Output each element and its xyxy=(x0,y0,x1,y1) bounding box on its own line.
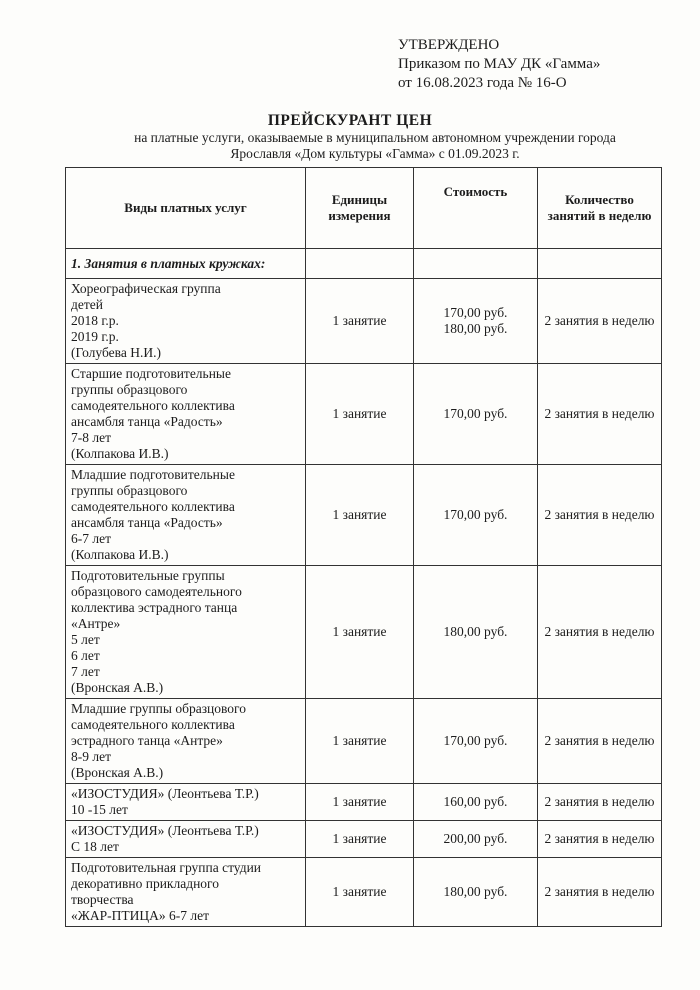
service-line: группы образцового xyxy=(71,382,188,397)
table-row xyxy=(66,821,662,858)
price-cell xyxy=(414,364,538,465)
section-row xyxy=(66,249,662,279)
service-line: группы образцового xyxy=(71,483,188,498)
service-name-cell xyxy=(66,465,306,566)
price-cell xyxy=(414,858,538,927)
quantity-cell: 2 занятия в неделю xyxy=(538,465,662,566)
service-name-cell xyxy=(66,858,306,927)
header-quantity: Количество занятий в неделю xyxy=(538,168,662,249)
table-row xyxy=(66,465,662,566)
service-line: 7-8 лет xyxy=(71,430,111,445)
table-row xyxy=(66,784,662,821)
service-line: (Колпакова И.В.) xyxy=(71,446,169,461)
service-line: С 18 лет xyxy=(71,839,119,854)
unit-cell: 1 занятие xyxy=(306,699,414,784)
quantity-cell: 2 занятия в неделю xyxy=(538,821,662,858)
quantity-cell: 2 занятия в неделю xyxy=(538,784,662,821)
service-line: Младшие подготовительные xyxy=(71,467,235,482)
service-line: самодеятельного коллектива xyxy=(71,717,235,732)
price-line: 180,00 руб. xyxy=(443,884,508,899)
unit-cell: 1 занятие xyxy=(306,364,414,465)
approval-status: УТВЕРЖДЕНО xyxy=(398,37,500,53)
service-line: «Антре» xyxy=(71,616,121,631)
service-line: «ИЗОСТУДИЯ» (Леонтьева Т.Р.) xyxy=(71,823,259,838)
service-line: ансамбля танца «Радость» xyxy=(71,414,223,429)
quantity-cell: 2 занятия в неделю xyxy=(538,566,662,699)
service-name-cell xyxy=(66,566,306,699)
service-line: Младшие группы образцового xyxy=(71,701,246,716)
service-line: 7 лет xyxy=(71,664,100,679)
service-line: 6-7 лет xyxy=(71,531,111,546)
service-line: (Вронская А.В.) xyxy=(71,765,164,780)
subtitle-line-2: Ярославля «Дом культуры «Гамма» с 01.09.2023 г. xyxy=(230,146,520,161)
table-row xyxy=(66,364,662,465)
service-line: 2018 г.р. xyxy=(71,313,119,328)
price-line: 160,00 руб. xyxy=(443,794,508,809)
service-line: коллектива эстрадного танца xyxy=(71,600,238,615)
service-line: 2019 г.р. xyxy=(71,329,119,344)
service-name-cell xyxy=(66,279,306,364)
service-line: декоративно прикладного xyxy=(71,876,220,891)
approval-order: Приказом по МАУ ДК «Гамма» xyxy=(398,56,601,72)
document-subtitle xyxy=(60,130,690,162)
service-line: 5 лет xyxy=(71,632,100,647)
service-line: «ЖАР-ПТИЦА» 6-7 лет xyxy=(71,908,209,923)
subtitle-line-1: на платные услуги, оказываемые в муниципальном автономном учреждении города xyxy=(134,130,616,145)
service-line: (Вронская А.В.) xyxy=(71,680,164,695)
quantity-cell: 2 занятия в неделю xyxy=(538,699,662,784)
service-line: (Голубева Н.И.) xyxy=(71,345,161,360)
table-header-row xyxy=(66,168,662,249)
price-line: 200,00 руб. xyxy=(443,831,508,846)
approval-block xyxy=(398,36,600,93)
service-line: 6 лет xyxy=(71,648,100,663)
service-name-cell xyxy=(66,821,306,858)
price-cell xyxy=(414,279,538,364)
unit-cell: 1 занятие xyxy=(306,784,414,821)
document-title: ПРЕЙСКУРАНТ ЦЕН xyxy=(267,112,433,129)
service-line: Хореографическая группа xyxy=(71,281,221,296)
service-line: Подготовительная группа студии xyxy=(71,860,262,875)
service-name-cell xyxy=(66,699,306,784)
table-row xyxy=(66,279,662,364)
service-line: Старшие подготовительные xyxy=(71,366,231,381)
service-line: 10 -15 лет xyxy=(71,802,128,817)
empty-cell xyxy=(306,249,414,279)
quantity-cell: 2 занятия в неделю xyxy=(538,279,662,364)
service-line: самодеятельного коллектива xyxy=(71,398,235,413)
service-line: (Колпакова И.В.) xyxy=(71,547,169,562)
header-service: Виды платных услуг xyxy=(66,168,306,249)
unit-cell: 1 занятие xyxy=(306,279,414,364)
table-row xyxy=(66,566,662,699)
service-name-cell xyxy=(66,784,306,821)
table-row xyxy=(66,858,662,927)
price-cell xyxy=(414,699,538,784)
quantity-cell: 2 занятия в неделю xyxy=(538,858,662,927)
header-unit: Единицы измерения xyxy=(306,168,414,249)
empty-cell xyxy=(538,249,662,279)
price-cell xyxy=(414,784,538,821)
service-line: ансамбля танца «Радость» xyxy=(71,515,223,530)
service-line: эстрадного танца «Антре» xyxy=(71,733,223,748)
service-line: «ИЗОСТУДИЯ» (Леонтьева Т.Р.) xyxy=(71,786,259,801)
price-cell xyxy=(414,566,538,699)
section-title: 1. Занятия в платных кружках: xyxy=(66,249,306,279)
header-cost: Стоимость xyxy=(414,168,538,249)
price-line: 180,00 руб. xyxy=(443,321,508,336)
service-line: Подготовительные группы xyxy=(71,568,225,583)
table-row xyxy=(66,699,662,784)
price-line: 170,00 руб. xyxy=(443,507,508,522)
empty-cell xyxy=(414,249,538,279)
service-line: образцового самодеятельного xyxy=(71,584,242,599)
price-line: 170,00 руб. xyxy=(443,733,508,748)
price-line: 170,00 руб. xyxy=(443,406,508,421)
service-line: 8-9 лет xyxy=(71,749,111,764)
service-line: творчества xyxy=(71,892,134,907)
service-line: детей xyxy=(71,297,103,312)
price-cell xyxy=(414,465,538,566)
unit-cell: 1 занятие xyxy=(306,858,414,927)
approval-date: от 16.08.2023 года № 16-О xyxy=(398,75,567,91)
price-table xyxy=(65,167,662,927)
price-line: 170,00 руб. xyxy=(443,305,508,320)
unit-cell: 1 занятие xyxy=(306,465,414,566)
unit-cell: 1 занятие xyxy=(306,566,414,699)
price-cell xyxy=(414,821,538,858)
unit-cell: 1 занятие xyxy=(306,821,414,858)
quantity-cell: 2 занятия в неделю xyxy=(538,364,662,465)
service-line: самодеятельного коллектива xyxy=(71,499,235,514)
service-name-cell xyxy=(66,364,306,465)
price-line: 180,00 руб. xyxy=(443,624,508,639)
